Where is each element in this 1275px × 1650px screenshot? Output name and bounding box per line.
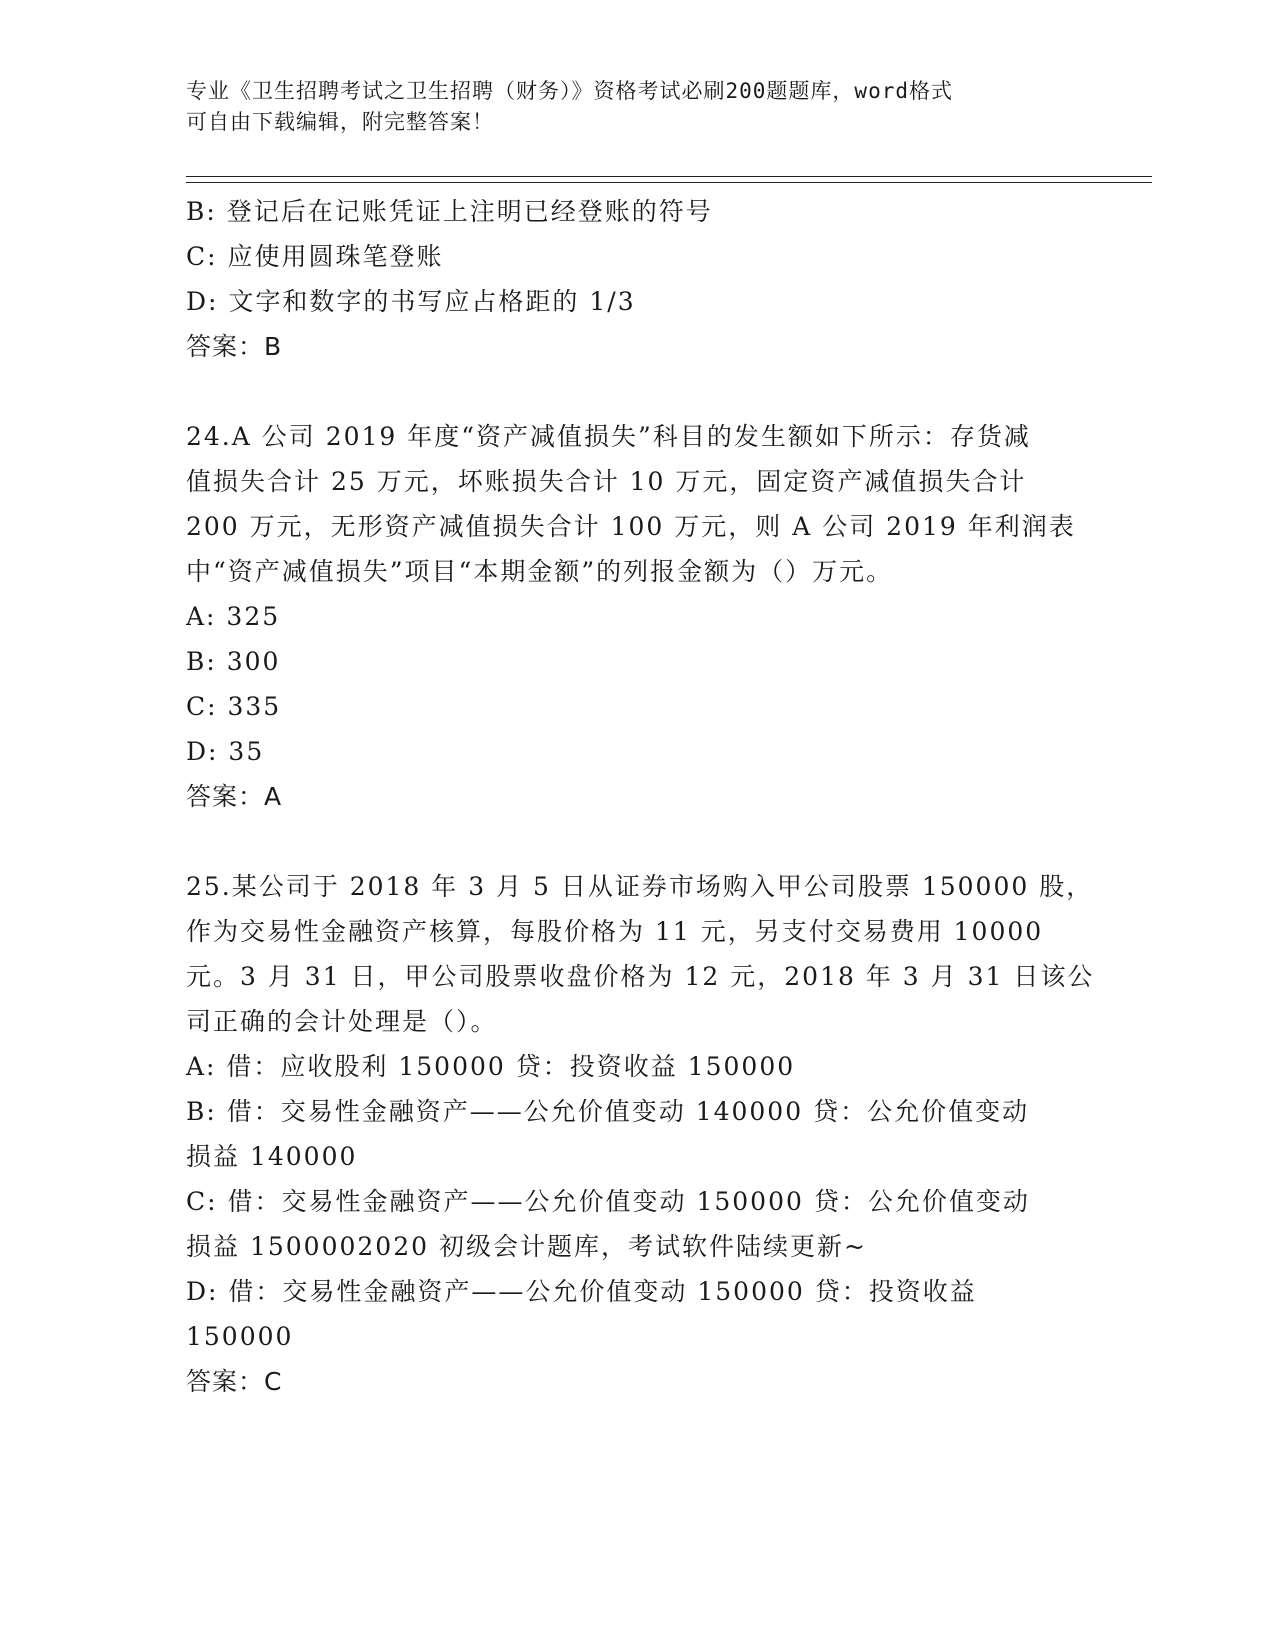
q25-answer: 答案：C xyxy=(186,1367,283,1396)
q23-option-b: B: 登记后在记账凭证上注明已经登账的符号 xyxy=(186,197,713,226)
header-title-line-2: 可自由下载编辑，附完整答案！ xyxy=(186,110,494,134)
question-23-tail xyxy=(186,189,1086,369)
q23-answer: 答案：B xyxy=(186,332,283,361)
q23-option-c: C: 应使用圆珠笔登账 xyxy=(186,242,444,271)
spacer xyxy=(186,819,1086,864)
document-header xyxy=(186,76,1066,138)
header-title-line-1: 专业《卫生招聘考试之卫生招聘（财务）》资格考试必刷200题题库，word格式 xyxy=(186,79,953,103)
q23-option-d: D: 文字和数字的书写应占格距的 1/3 xyxy=(186,287,636,316)
q24-text-line-2: 值损失合计 25 万元，坏账损失合计 10 万元，固定资产减值损失合计 xyxy=(186,467,1027,496)
document-body xyxy=(186,189,1095,1404)
q24-text-line-1: 24.A 公司 2019 年度“资产减值损失”科目的发生额如下所示：存货减 xyxy=(186,422,1031,451)
q25-text-line-4: 司正确的会计处理是（）。 xyxy=(186,1007,498,1036)
q25-option-b-line-1: B: 借：交易性金融资产——公允价值变动 140000 贷：公允价值变动 xyxy=(186,1097,1030,1126)
q25-text-line-1: 25.某公司于 2018 年 3 月 5 日从证券市场购入甲公司股票 150000 股， xyxy=(186,872,1094,901)
spacer xyxy=(186,369,1086,414)
q25-option-c-line-2: 损益 1500002020 初级会计题库，考试软件陆续更新~ xyxy=(186,1232,867,1261)
q25-option-b-line-2: 损益 140000 xyxy=(186,1142,358,1171)
q24-text-line-4: 中“资产减值损失”项目“本期金额”的列报金额为（）万元。 xyxy=(186,557,894,586)
q24-option-b: B: 300 xyxy=(186,647,281,676)
q25-option-d-line-1: D: 借：交易性金融资产——公允价值变动 150000 贷：投资收益 xyxy=(186,1277,977,1306)
q24-option-c: C: 335 xyxy=(186,692,282,721)
q25-text-line-3: 元。3 月 31 日，甲公司股票收盘价格为 12 元，2018 年 3 月 31 日该公 xyxy=(186,962,1095,991)
q24-answer: 答案：A xyxy=(186,782,283,811)
header-divider xyxy=(186,176,1152,183)
question-25 xyxy=(186,864,1095,1404)
q25-option-d-line-2: 150000 xyxy=(186,1322,294,1351)
q24-text-line-3: 200 万元，无形资产减值损失合计 100 万元，则 A 公司 2019 年利润表 xyxy=(186,512,1076,541)
question-24 xyxy=(186,414,1086,819)
q25-option-c-line-1: C: 借：交易性金融资产——公允价值变动 150000 贷：公允价值变动 xyxy=(186,1187,1030,1216)
q24-option-d: D: 35 xyxy=(186,737,265,766)
q24-option-a: A: 325 xyxy=(186,602,281,631)
q25-text-line-2: 作为交易性金融资产核算，每股价格为 11 元，另支付交易费用 10000 xyxy=(186,917,1044,946)
q25-option-a: A: 借：应收股利 150000 贷：投资收益 150000 xyxy=(186,1052,796,1081)
